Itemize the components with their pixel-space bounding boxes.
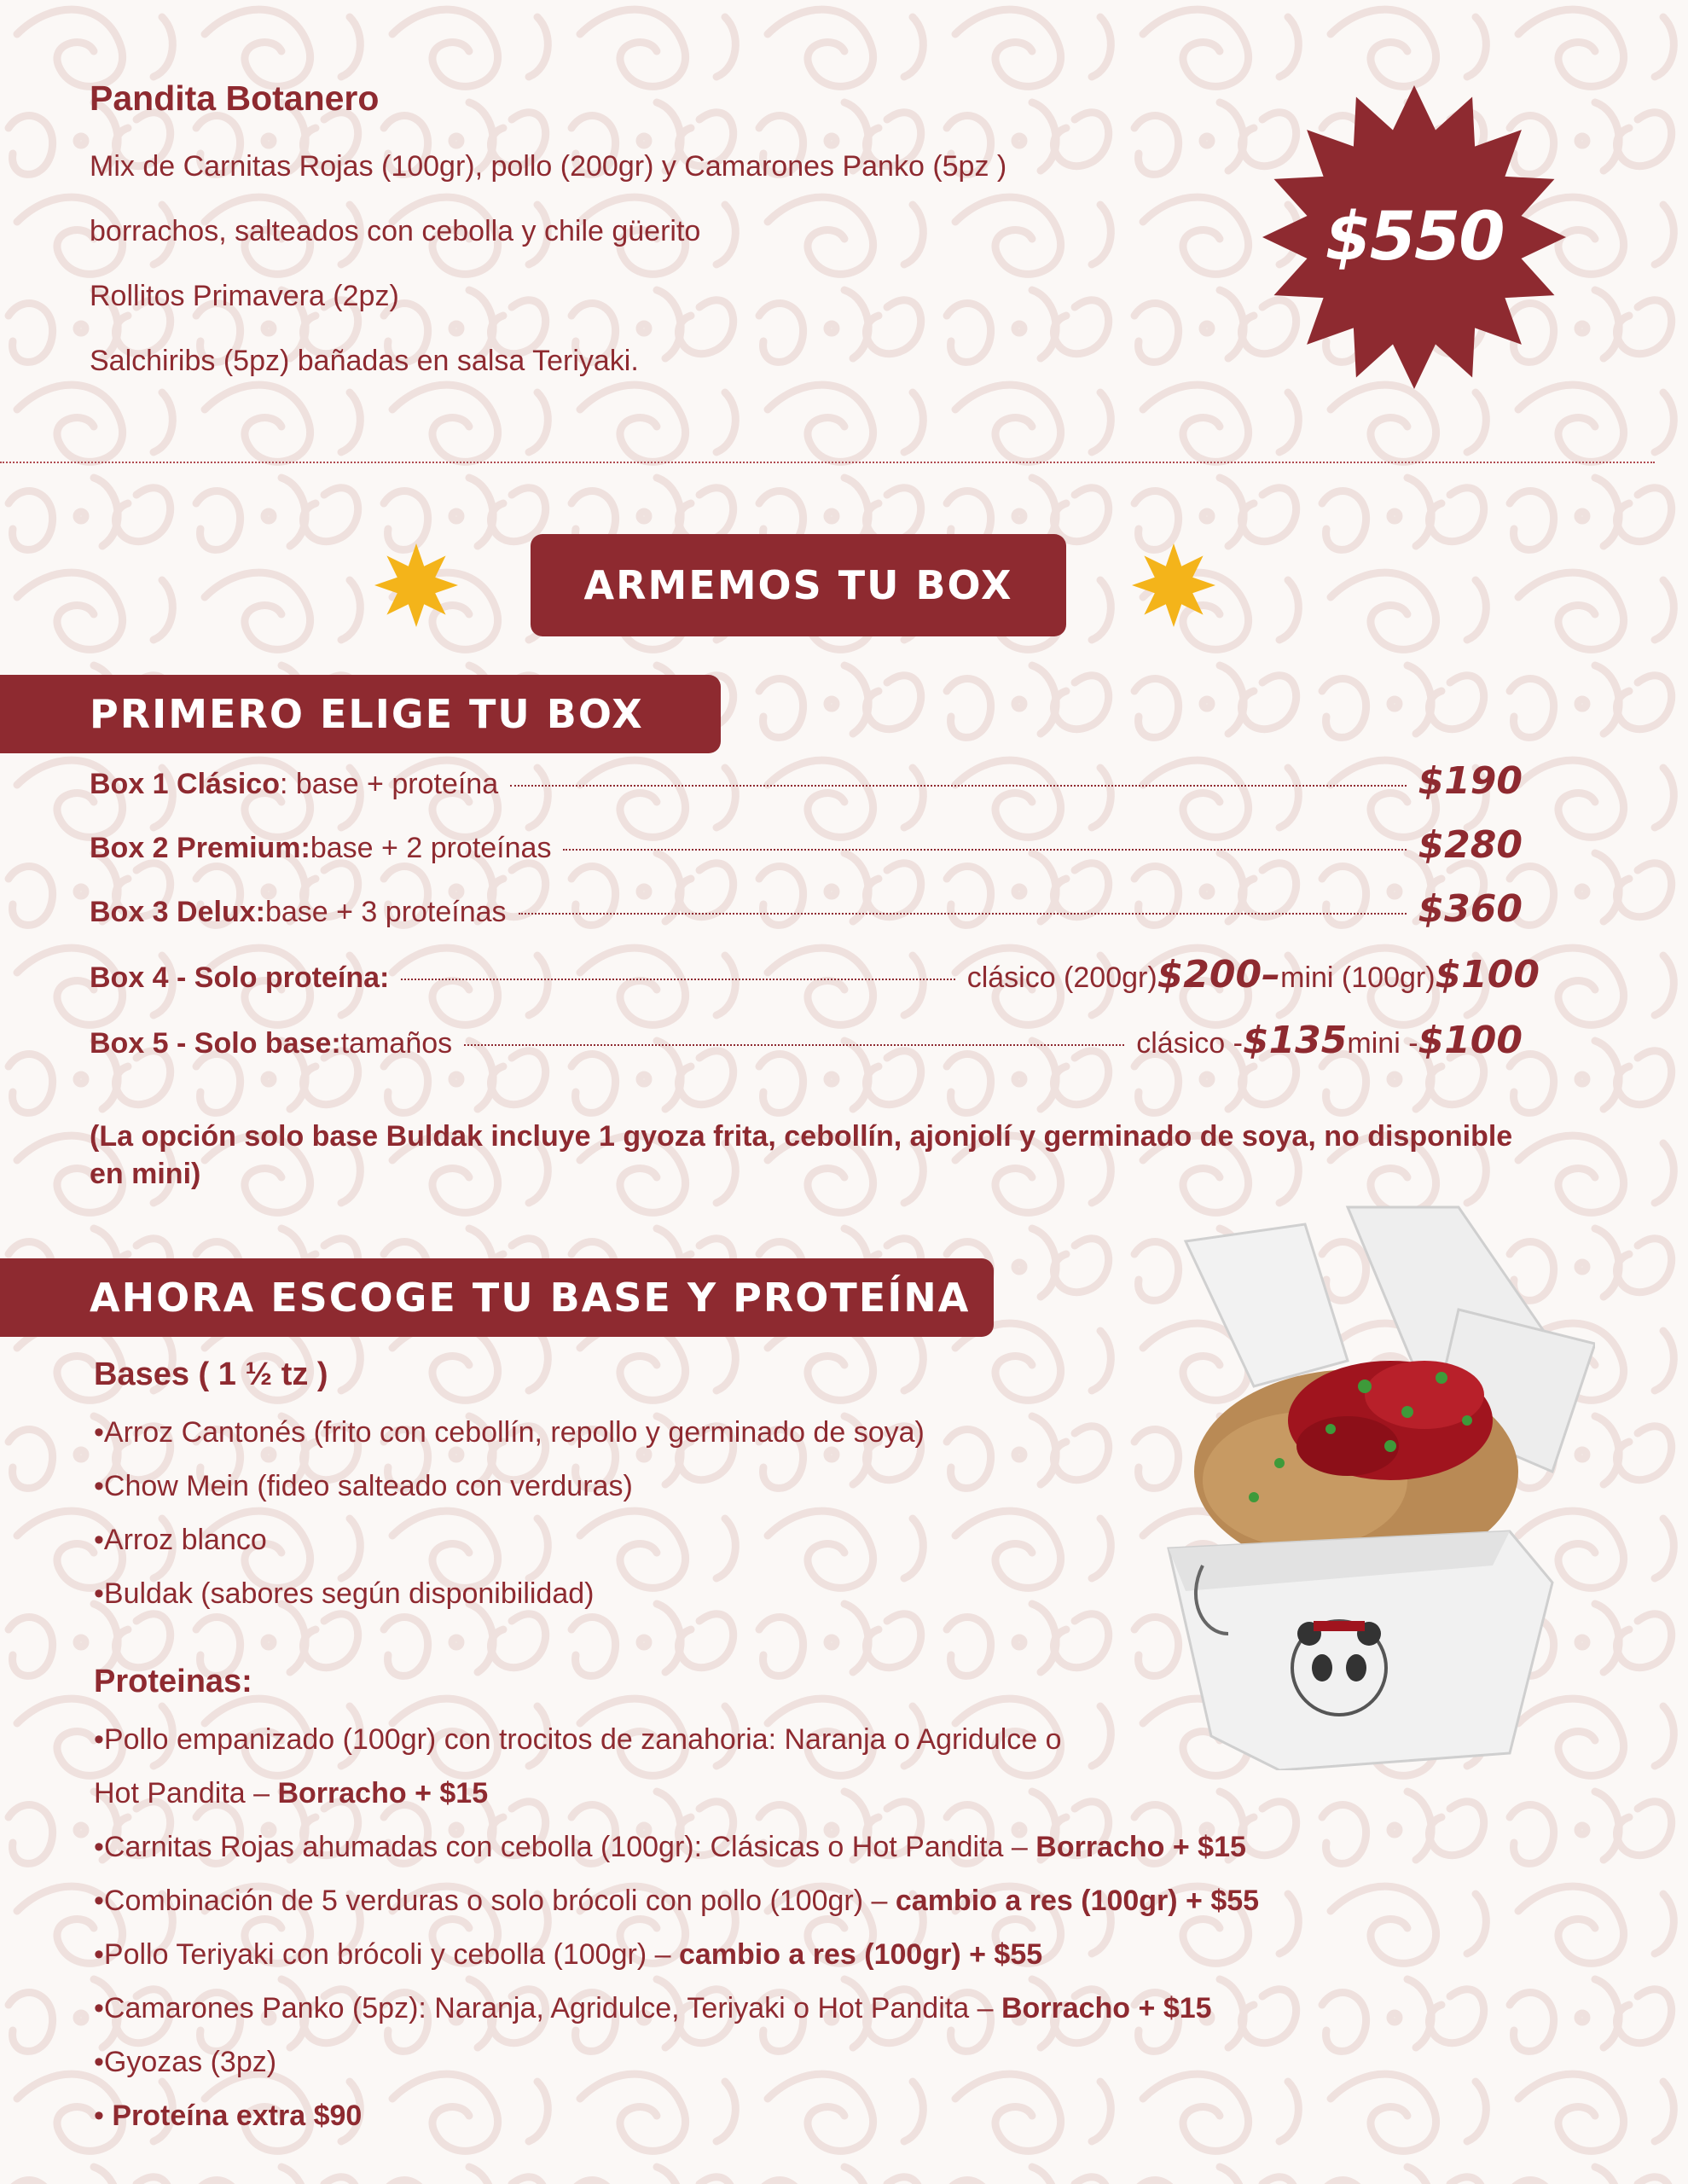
box-option-row [90,823,1523,868]
protein-text: •Combinación de 5 verduras o solo brócoli con pollo (100gr) – [94,1885,896,1917]
section-header-box: PRIMERO ELIGE TU BOX [0,675,721,753]
box-desc: : base + proteína [279,768,499,800]
protein-extra: cambio a res (100gr) + $55 [895,1885,1260,1917]
size-label: mini - [1347,1027,1418,1060]
combo-title: Pandita Botanero [90,78,380,118]
proteins-title: Proteinas: [94,1664,252,1699]
price-burst [1261,84,1568,391]
combo-line: Mix de Carnitas Rojas (100gr), pollo (200gr) y Camarones Panko (5pz ) [90,150,1007,183]
box-name: Box 3 Delux: [90,896,265,928]
base-item: •Buldak (sabores según disponibilidad) [94,1577,595,1610]
bases-title: Bases ( 1 ½ tz ) [94,1356,328,1392]
section-divider [0,462,1655,463]
protein-extra: Proteína extra $90 [112,2100,363,2132]
base-item: •Chow Mein (fideo salteado con verduras) [94,1470,633,1502]
protein-text: •Carnitas Rojas ahumadas con cebolla (100gr): Clásicas o Hot Pandita – [94,1831,1036,1863]
protein-item [94,2046,276,2079]
protein-item [94,2100,362,2133]
build-box-banner: ARMEMOS TU BOX [531,534,1066,636]
protein-extra: Borracho + $15 [1035,1831,1246,1863]
box-option-row [90,759,1523,804]
protein-text: •Gyozas (3pz) [94,2046,277,2078]
protein-item [94,1777,488,1810]
dotted-leader [519,913,1407,915]
protein-item [94,1992,1212,2025]
size-label: clásico (200gr) [966,961,1157,994]
protein-text: •Camarones Panko (5pz): Naranja, Agridulce, Teriyaki o Hot Pandita – [94,1992,1001,2024]
protein-extra: Borracho + $15 [1001,1992,1212,2024]
box-price: $280 [1418,823,1523,867]
protein-item [94,1831,1246,1864]
box-price: $360 [1418,887,1523,931]
box-name: Box 4 - Solo proteína: [90,961,390,994]
protein-text: • [94,2100,113,2132]
box-name: Box 1 Clásico [90,768,280,800]
box-price: $100 [1418,1019,1523,1062]
star-icon [374,543,459,628]
food-box-image [1151,1190,1595,1770]
box-desc: base + 3 proteínas [264,896,507,928]
box-price: $190 [1418,759,1523,803]
box-option-row [90,887,1523,932]
combo-line: Rollitos Primavera (2pz) [90,280,399,312]
box-price: $100 [1435,953,1540,996]
base-item: •Arroz Cantonés (frito con cebollín, repollo y germinado de soya) [94,1416,925,1449]
protein-extra: cambio a res (100gr) + $55 [678,1938,1043,1971]
combo-line: Salchiribs (5pz) bañadas en salsa Teriyaki. [90,345,639,377]
star-icon [1131,543,1216,628]
protein-item [94,1723,1062,1757]
protein-item [94,1885,1259,1918]
dotted-leader [401,979,954,980]
box-name: Box 5 - Solo base: [90,1027,341,1060]
box-desc: base + 2 proteínas [310,832,552,864]
combo-line: borrachos, salteados con cebolla y chile güerito [90,215,701,247]
box-option-row [90,1019,1523,1063]
protein-text: •Pollo Teriyaki con brócoli y cebolla (100gr) – [94,1938,679,1971]
protein-extra: Borracho + $15 [277,1777,489,1809]
dotted-leader [510,785,1406,787]
protein-item [94,1938,1042,1972]
size-label: mini (100gr) [1280,961,1436,994]
box-price: $135 [1242,1019,1348,1062]
box-name: Box 2 Premium: [90,832,310,864]
dotted-leader [563,849,1406,851]
size-label: clásico - [1136,1027,1243,1060]
combo-price: $550 [1325,199,1504,276]
protein-text: Hot Pandita – [94,1777,278,1809]
section-header-base-protein: AHORA ESCOGE TU BASE Y PROTEÍNA [0,1258,994,1337]
base-item: •Arroz blanco [94,1524,267,1556]
box-option-row [90,953,1540,997]
price-separator: – [1262,953,1281,996]
box-price: $200 [1157,953,1262,996]
dotted-leader [464,1044,1124,1046]
box-desc: tamaños [340,1027,453,1060]
protein-text: •Pollo empanizado (100gr) con trocitos de zanahoria: Naranja o Agridulce o [94,1723,1062,1756]
buldak-note: (La opción solo base Buldak incluye 1 gyoza frita, cebollín, ajonjolí y germinado de soya, no disponible en mini) [90,1120,1513,1190]
